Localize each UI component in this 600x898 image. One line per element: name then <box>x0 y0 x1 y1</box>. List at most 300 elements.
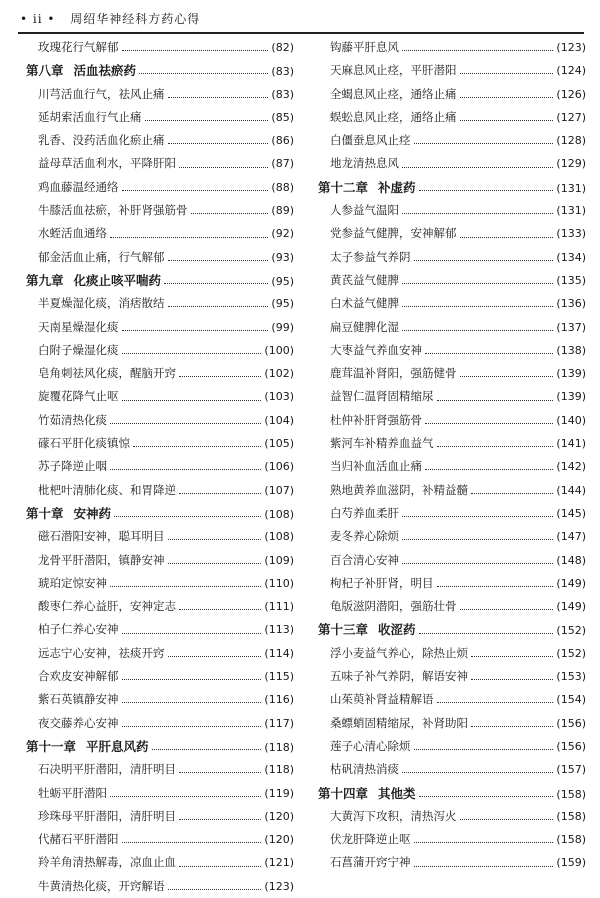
leader-dots <box>414 866 554 867</box>
page-ref: (111) <box>264 600 294 614</box>
entry-title: 蜈蚣息风止痉，通络止痛 <box>330 109 457 124</box>
leader-dots <box>179 376 261 377</box>
leader-dots <box>437 400 554 401</box>
toc-entry[interactable] <box>26 316 294 339</box>
toc-entry[interactable] <box>318 199 586 222</box>
entry-title: 磁石潜阳安神，聪耳明目 <box>38 529 165 544</box>
entry-title: 代赭石平肝潜阳 <box>38 832 119 847</box>
leader-dots <box>122 842 262 843</box>
toc-left-column <box>26 36 294 898</box>
toc-entry[interactable] <box>318 525 586 548</box>
page-ref: (127) <box>556 110 586 124</box>
toc-chapter-heading[interactable] <box>26 59 294 82</box>
toc-chapter-heading[interactable] <box>318 176 586 199</box>
entry-title: 扁豆健脾化湿 <box>330 319 399 334</box>
entry-title: 白僵蚕息风止痉 <box>330 133 411 148</box>
entry-title: 乳香、没药活血化瘀止痛 <box>38 133 165 148</box>
entry-title: 石决明平肝潜阳，清肝明目 <box>38 762 176 777</box>
entry-title: 延胡索活血行气止痛 <box>38 109 142 124</box>
entry-title: 莲子心清心除烦 <box>330 738 411 753</box>
entry-title: 石菖蒲开窍宁神 <box>330 855 411 870</box>
leader-dots <box>145 120 269 121</box>
entry-title: 人参益气温阳 <box>330 203 399 218</box>
page-ref: (118) <box>264 763 294 777</box>
leader-dots <box>110 469 261 470</box>
page-ref: (141) <box>556 437 586 451</box>
page-ref: (149) <box>556 600 586 614</box>
chapter-number: 第九章 <box>26 272 64 288</box>
toc-entry[interactable] <box>318 735 586 758</box>
entry-title: 全蝎息风止痉，通络止痛 <box>330 86 457 101</box>
leader-dots <box>425 353 553 354</box>
leader-dots <box>414 260 554 261</box>
toc-chapter-heading[interactable] <box>318 618 586 641</box>
toc-entry[interactable] <box>26 618 294 641</box>
page-ref: (156) <box>556 739 586 753</box>
toc-entry[interactable] <box>26 712 294 735</box>
leader-dots <box>437 446 554 447</box>
toc-entry[interactable] <box>318 758 586 781</box>
entry-title: 半夏燥湿化痰，消痞散结 <box>38 296 165 311</box>
leader-dots <box>139 73 268 74</box>
page-ref: (123) <box>556 41 586 54</box>
page-ref: (113) <box>264 623 294 637</box>
toc-entry[interactable] <box>26 83 294 106</box>
toc-entry[interactable] <box>26 525 294 548</box>
page-ref: (145) <box>556 506 586 520</box>
entry-title: 五味子补气养阴，解语安神 <box>330 669 468 684</box>
toc-entry[interactable] <box>26 292 294 315</box>
entry-title: 玫瑰花行气解郁 <box>38 40 119 54</box>
page-header <box>20 8 580 30</box>
leader-dots <box>402 50 553 51</box>
leader-dots <box>402 563 553 564</box>
page-ref: (152) <box>556 646 586 660</box>
entry-title: 大枣益气养血安神 <box>330 342 422 357</box>
toc-entry[interactable] <box>26 362 294 385</box>
entry-title: 羚羊角清热解毒，凉血止血 <box>38 855 176 870</box>
page-ref: (158) <box>556 787 586 801</box>
toc-entry[interactable] <box>26 176 294 199</box>
page-ref: (117) <box>264 716 294 730</box>
page-ref: (100) <box>264 343 294 357</box>
page-ref: (108) <box>264 507 294 521</box>
toc-entry[interactable] <box>318 479 586 502</box>
entry-title: 太子参益气养阴 <box>330 249 411 264</box>
leader-dots <box>402 213 553 214</box>
leader-dots <box>122 353 262 354</box>
leader-dots <box>419 796 554 797</box>
leader-dots <box>168 656 262 657</box>
toc-entry[interactable] <box>26 782 294 805</box>
page-ref: (114) <box>264 646 294 660</box>
leader-dots <box>168 889 262 890</box>
entry-title: 党参益气健脾，安神解郁 <box>330 226 457 241</box>
toc-entry[interactable] <box>318 152 586 175</box>
leader-dots <box>133 446 261 447</box>
leader-dots <box>402 772 553 773</box>
page-ref: (134) <box>556 250 586 264</box>
toc-entry[interactable] <box>318 688 586 711</box>
entry-title: 牛黄清热化痰，开窍解语 <box>38 878 165 893</box>
toc-entry[interactable] <box>26 385 294 408</box>
toc-entry[interactable] <box>26 665 294 688</box>
page-ref: (82) <box>271 41 294 54</box>
leader-dots <box>460 609 554 610</box>
toc-entry[interactable] <box>318 362 586 385</box>
page-ref: (131) <box>556 181 586 195</box>
toc-entry[interactable] <box>318 712 586 735</box>
toc-entry[interactable] <box>318 828 586 851</box>
entry-title: 桑螵蛸固精缩尿，补肾助阳 <box>330 715 468 730</box>
entry-title: 酸枣仁养心益肝，安神定志 <box>38 599 176 614</box>
toc-entry[interactable] <box>26 805 294 828</box>
leader-dots <box>460 120 554 121</box>
page-ref: (109) <box>264 553 294 567</box>
toc-entry[interactable] <box>26 479 294 502</box>
leader-dots <box>179 772 261 773</box>
page-ref: (119) <box>264 786 294 800</box>
chapter-title: 安神药 <box>73 505 112 521</box>
leader-dots <box>179 167 268 168</box>
leader-dots <box>425 469 553 470</box>
entry-title: 龙骨平肝潜阳，镇静安神 <box>38 552 165 567</box>
leader-dots <box>179 819 261 820</box>
toc-entry[interactable] <box>318 805 586 828</box>
page-ref: (154) <box>556 693 586 707</box>
entry-title: 枯矾清热消痰 <box>330 762 399 777</box>
page-ref: (116) <box>264 693 294 707</box>
page-ref: (102) <box>264 367 294 381</box>
page-ref: (136) <box>556 297 586 311</box>
toc-entry[interactable] <box>26 246 294 269</box>
toc-entry[interactable] <box>318 409 586 432</box>
toc-entry[interactable] <box>318 549 586 572</box>
page-ref: (158) <box>556 809 586 823</box>
leader-dots <box>402 283 553 284</box>
chapter-number: 第十章 <box>26 505 64 521</box>
entry-title: 水蛭活血通络 <box>38 226 107 241</box>
toc-entry[interactable] <box>318 106 586 129</box>
leader-dots <box>414 842 554 843</box>
leader-dots <box>168 143 269 144</box>
toc-entry[interactable] <box>318 316 586 339</box>
leader-dots <box>425 423 553 424</box>
leader-dots <box>152 749 262 750</box>
entry-title: 白术益气健脾 <box>330 296 399 311</box>
toc-entry[interactable] <box>318 129 586 152</box>
toc-entry[interactable] <box>318 665 586 688</box>
toc-chapter-heading[interactable] <box>318 782 586 805</box>
page-ref: (138) <box>556 343 586 357</box>
entry-title: 礞石平肝化痰镇惊 <box>38 436 130 451</box>
leader-dots <box>122 679 262 680</box>
entry-title: 地龙清热息风 <box>330 156 399 171</box>
toc-entry[interactable] <box>26 595 294 618</box>
entry-title: 百合清心安神 <box>330 552 399 567</box>
toc-entry[interactable] <box>26 549 294 572</box>
leader-dots <box>110 423 261 424</box>
entry-title: 郁金活血止痛，行气解郁 <box>38 249 165 264</box>
toc-entry[interactable] <box>26 106 294 129</box>
toc-entry[interactable] <box>26 152 294 175</box>
chapter-number: 第八章 <box>26 63 64 79</box>
toc-entry[interactable] <box>318 385 586 408</box>
leader-dots <box>122 633 262 634</box>
toc-entry[interactable] <box>26 222 294 245</box>
entry-title: 白芍养血柔肝 <box>330 505 399 520</box>
toc-entry[interactable] <box>26 199 294 222</box>
leader-dots <box>110 796 261 797</box>
chapter-title: 补虚药 <box>378 179 416 195</box>
page-ref: (86) <box>271 134 294 148</box>
entry-title: 珍珠母平肝潜阳，清肝明目 <box>38 808 176 823</box>
entry-title: 苏子降逆止咽 <box>38 459 107 474</box>
chapter-number: 第十三章 <box>318 622 369 638</box>
page-ref: (87) <box>271 157 294 171</box>
leader-dots <box>122 190 269 191</box>
toc-entry[interactable] <box>318 59 586 82</box>
entry-title: 枇杷叶清肺化痰、和胃降逆 <box>38 482 176 497</box>
entry-title: 浮小麦益气养心，除热止烦 <box>330 645 468 660</box>
toc-entry[interactable] <box>318 432 586 455</box>
toc-entry[interactable] <box>318 292 586 315</box>
entry-title: 旋覆花降气止呕 <box>38 389 119 404</box>
leader-dots <box>402 306 553 307</box>
toc-entry[interactable] <box>318 455 586 478</box>
page-ref: (158) <box>556 833 586 847</box>
page-ref: (103) <box>264 390 294 404</box>
page-ref: (89) <box>271 204 294 218</box>
entry-title: 麦冬养心除烦 <box>330 529 399 544</box>
toc-entry[interactable] <box>318 595 586 618</box>
page-ref: (153) <box>556 670 586 684</box>
page-ref: (128) <box>556 134 586 148</box>
toc-entry[interactable] <box>318 572 586 595</box>
page-ref: (152) <box>556 624 586 638</box>
toc-entry[interactable] <box>318 339 586 362</box>
page-ref: (118) <box>264 740 294 754</box>
toc-entry[interactable] <box>318 246 586 269</box>
leader-dots <box>414 749 554 750</box>
leader-dots <box>402 516 553 517</box>
leader-dots <box>437 586 554 587</box>
toc-entry[interactable] <box>26 129 294 152</box>
leader-dots <box>460 237 554 238</box>
leader-dots <box>122 400 262 401</box>
leader-dots <box>114 516 261 517</box>
page-ref: (139) <box>556 390 586 404</box>
entry-title: 远志宁心安神，祛痰开窍 <box>38 645 165 660</box>
toc-entry[interactable] <box>26 828 294 851</box>
page-ref: (124) <box>556 64 586 78</box>
toc-entry[interactable] <box>26 642 294 665</box>
page-number: • ii • <box>20 12 56 26</box>
chapter-number: 第十一章 <box>26 738 77 754</box>
leader-dots <box>471 679 553 680</box>
toc-chapter-heading[interactable] <box>26 502 294 525</box>
leader-dots <box>402 539 553 540</box>
leader-dots <box>191 213 269 214</box>
page-ref: (115) <box>264 670 294 684</box>
toc-entry[interactable] <box>318 642 586 665</box>
toc-entry[interactable] <box>318 269 586 292</box>
page-ref: (83) <box>271 87 294 101</box>
page-ref: (126) <box>556 87 586 101</box>
page-ref: (85) <box>271 110 294 124</box>
entry-title: 牛膝活血祛瘀，补肝肾强筋骨 <box>38 203 188 218</box>
entry-title: 杜仲补肝肾强筋骨 <box>330 412 422 427</box>
page-ref: (120) <box>264 809 294 823</box>
chapter-title: 平肝息风药 <box>86 738 149 754</box>
toc-entry[interactable] <box>318 502 586 525</box>
toc-entry[interactable] <box>26 432 294 455</box>
toc-entry[interactable] <box>26 36 294 59</box>
toc-entry[interactable] <box>26 455 294 478</box>
chapter-title: 其他类 <box>378 785 416 801</box>
chapter-title: 化痰止咳平喘药 <box>73 272 162 288</box>
leader-dots <box>110 586 261 587</box>
leader-dots <box>414 143 554 144</box>
page-ref: (149) <box>556 576 586 590</box>
chapter-number: 第十二章 <box>318 179 369 195</box>
leader-dots <box>179 609 261 610</box>
leader-dots <box>419 633 554 634</box>
entry-title: 伏龙肝降逆止呕 <box>330 832 411 847</box>
entry-title: 紫河车补精养血益气 <box>330 436 434 451</box>
toc-entry[interactable] <box>318 851 586 874</box>
entry-title: 琥珀定惊安神 <box>38 575 107 590</box>
entry-title: 白附子燥湿化痰 <box>38 342 119 357</box>
page-ref: (95) <box>271 297 294 311</box>
toc-entry[interactable] <box>26 688 294 711</box>
toc-chapter-heading[interactable] <box>26 735 294 758</box>
entry-title: 合欢皮安神解郁 <box>38 669 119 684</box>
entry-title: 大黄泻下攻积，清热泻火 <box>330 808 457 823</box>
leader-dots <box>471 726 553 727</box>
page-ref: (108) <box>264 530 294 544</box>
page-ref: (95) <box>271 274 294 288</box>
leader-dots <box>122 50 269 51</box>
page-ref: (105) <box>264 437 294 451</box>
page-ref: (123) <box>264 879 294 893</box>
toc-entry[interactable] <box>26 572 294 595</box>
entry-title: 牡蛎平肝潜阳 <box>38 785 107 800</box>
entry-title: 熟地黄养血滋阴，补精益髓 <box>330 482 468 497</box>
book-title: 周绍华神经科方药心得 <box>70 12 201 26</box>
entry-title: 柏子仁养心安神 <box>38 622 119 637</box>
leader-dots <box>164 283 268 284</box>
page-ref: (142) <box>556 460 586 474</box>
leader-dots <box>460 376 554 377</box>
page-ref: (104) <box>264 413 294 427</box>
leader-dots <box>179 493 261 494</box>
entry-title: 益智仁温肾固精缩尿 <box>330 389 434 404</box>
toc-entry[interactable] <box>26 339 294 362</box>
leader-dots <box>460 819 554 820</box>
page-ref: (120) <box>264 833 294 847</box>
page-ref: (157) <box>556 763 586 777</box>
entry-title: 竹茹清热化痰 <box>38 412 107 427</box>
page-ref: (83) <box>271 65 294 79</box>
entry-title: 益母草活血利水，平降肝阳 <box>38 156 176 171</box>
page-ref: (156) <box>556 716 586 730</box>
leader-dots <box>110 237 268 238</box>
entry-title: 枸杞子补肝肾，明目 <box>330 575 434 590</box>
entry-title: 皂角刺祛风化痰，醒脑开窍 <box>38 366 176 381</box>
page-ref: (147) <box>556 530 586 544</box>
entry-title: 鹿茸温补肾阳，强筋健骨 <box>330 366 457 381</box>
leader-dots <box>122 330 269 331</box>
leader-dots <box>168 260 269 261</box>
entry-title: 龟版滋阴潜阳，强筋壮骨 <box>330 599 457 614</box>
leader-dots <box>419 190 554 191</box>
toc-entry[interactable] <box>26 851 294 874</box>
leader-dots <box>179 866 261 867</box>
leader-dots <box>122 726 262 727</box>
entry-title: 当归补血活血止痛 <box>330 459 422 474</box>
toc-right-column <box>318 36 586 875</box>
leader-dots <box>168 563 262 564</box>
page-ref: (140) <box>556 413 586 427</box>
page-ref: (135) <box>556 273 586 287</box>
leader-dots <box>168 97 269 98</box>
toc-entry[interactable] <box>318 83 586 106</box>
entry-title: 夜交藤养心安神 <box>38 715 119 730</box>
toc-entry[interactable] <box>318 222 586 245</box>
page-ref: (93) <box>271 250 294 264</box>
leader-dots <box>122 702 262 703</box>
chapter-number: 第十四章 <box>318 785 369 801</box>
page-ref: (133) <box>556 227 586 241</box>
page-ref: (137) <box>556 320 586 334</box>
leader-dots <box>460 97 554 98</box>
page-ref: (131) <box>556 204 586 218</box>
page-ref: (92) <box>271 227 294 241</box>
entry-title: 紫石英镇静安神 <box>38 692 119 707</box>
leader-dots <box>168 539 262 540</box>
entry-title: 天麻息风止痉，平肝潜阳 <box>330 63 457 78</box>
page-ref: (121) <box>264 856 294 870</box>
leader-dots <box>168 306 269 307</box>
leader-dots <box>471 493 553 494</box>
page-ref: (88) <box>271 180 294 194</box>
leader-dots <box>402 330 553 331</box>
leader-dots <box>471 656 553 657</box>
page-ref: (144) <box>556 483 586 497</box>
entry-title: 山茱萸补肾益精解语 <box>330 692 434 707</box>
page-ref: (129) <box>556 157 586 171</box>
entry-title: 钩藤平肝息风 <box>330 40 399 54</box>
header-rule <box>18 32 584 34</box>
page-ref: (148) <box>556 553 586 567</box>
leader-dots <box>460 73 554 74</box>
toc-entry[interactable] <box>26 409 294 432</box>
leader-dots <box>402 167 553 168</box>
toc-entry[interactable] <box>318 36 586 59</box>
toc-entry[interactable] <box>26 875 294 898</box>
entry-title: 黄芪益气健脾 <box>330 272 399 287</box>
entry-title: 天南星燥湿化痰 <box>38 319 119 334</box>
toc-chapter-heading[interactable] <box>26 269 294 292</box>
chapter-title: 收涩药 <box>378 622 416 638</box>
entry-title: 鸡血藤温经通络 <box>38 179 119 194</box>
page-ref: (139) <box>556 367 586 381</box>
page-ref: (107) <box>264 483 294 497</box>
leader-dots <box>437 702 554 703</box>
toc-entry[interactable] <box>26 758 294 781</box>
page-ref: (110) <box>264 576 294 590</box>
